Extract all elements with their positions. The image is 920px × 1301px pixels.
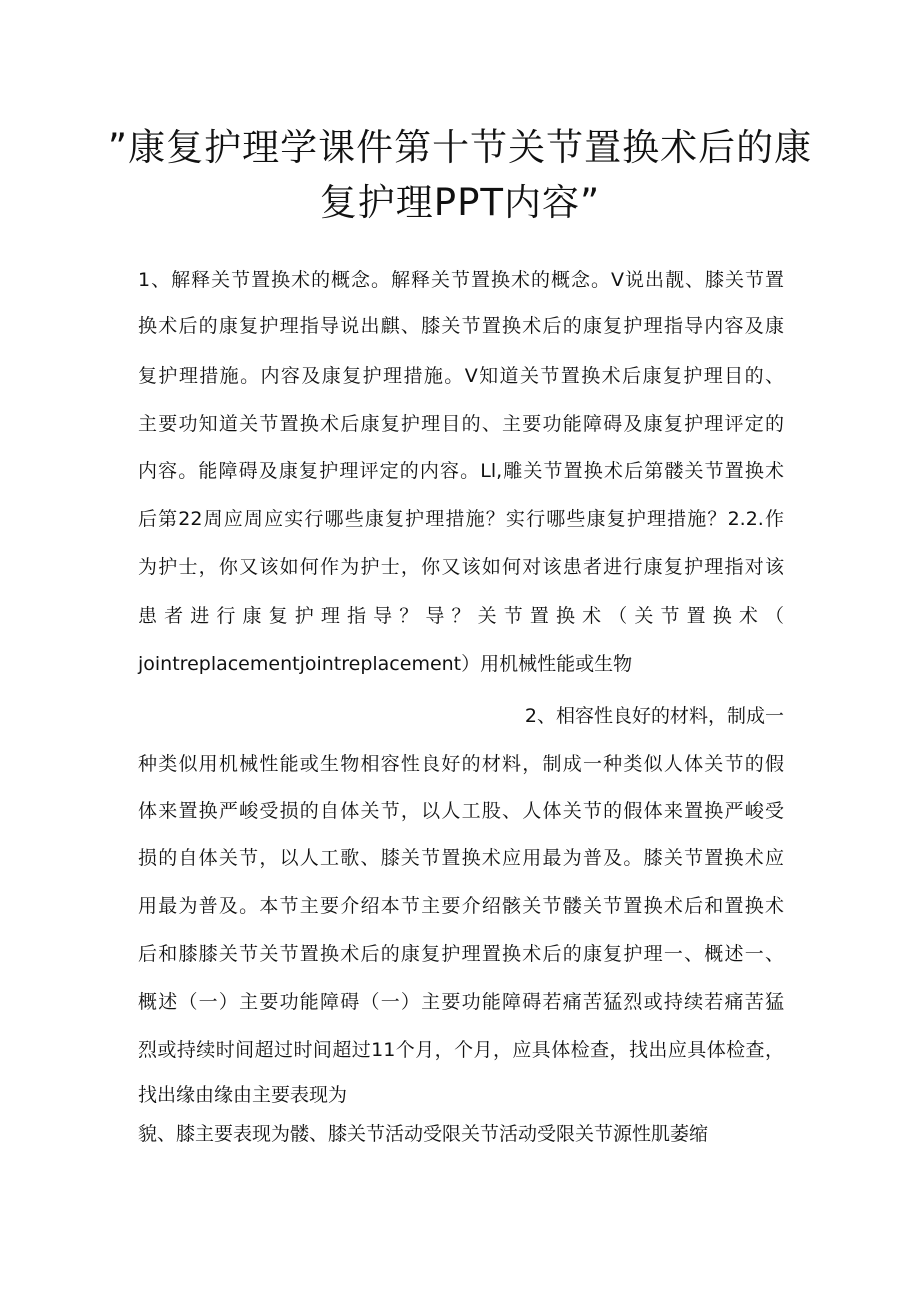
paragraph-line: 后第22周应周应实行哪些康复护理措施？实行哪些康复护理措施？2.2.作 [138, 508, 784, 530]
document-title-line-1: ”康复护理学课件第十节关节置换术后的康 [107, 126, 813, 169]
paragraph-line: 患者进行康复护理指导？导？关节置换术（关节置换术（ [138, 605, 784, 627]
paragraph-line: 复护理措施。内容及康复护理措施。V知道关节置换术后康复护理目的、 [138, 365, 784, 387]
paragraph-line: 后和膝膝关节关节置换术后的康复护理置换术后的康复护理一、概述一、 [138, 943, 784, 965]
paragraph-line: 主要功知道关节置换术后康复护理目的、主要功能障碍及康复护理评定的 [138, 413, 784, 435]
paragraph-line: 体来置换严峻受损的自体关节，以人工股、人体关节的假体来置换严峻受 [138, 800, 784, 822]
paragraph-line: 1、解释关节置换术的概念。解释关节置换术的概念。V说出靓、膝关节置 [138, 269, 784, 291]
document-title-line-2: 复护理PPT内容” [319, 181, 601, 224]
paragraph-line: 换术后的康复护理指导说出麒、膝关节置换术后的康复护理指导内容及康 [138, 315, 784, 337]
paragraph-line: 貌、膝主要表现为髅、膝关节活动受限关节活动受限关节源性肌萎缩 [138, 1123, 709, 1145]
paragraph-line: 概述（一）主要功能障碍（一）主要功能障碍若痛苦猛烈或持续若痛苦猛 [138, 991, 784, 1013]
paragraph-line: 内容。能障碍及康复护理评定的内容。Ll,雕关节置换术后第髅关节置换术 [138, 460, 784, 482]
paragraph-line: 2、相容性良好的材料，制成一 [524, 705, 784, 727]
paragraph-line: 损的自体关节，以人工歌、膝关节置换术应用最为普及。膝关节置换术应 [138, 847, 784, 869]
paragraph-line: jointreplacementjointreplacement）用机械性能或生物 [138, 653, 633, 675]
paragraph-line: 种类似用机械性能或生物相容性良好的材料，制成一种类似人体关节的假 [138, 753, 784, 775]
paragraph-line: 为护士，你又该如何作为护士，你又该如何对该患者进行康复护理指对该 [138, 556, 784, 578]
paragraph-line: 找出缘由缘由主要表现为 [138, 1084, 348, 1106]
paragraph-line: 用最为普及。本节主要介绍本节主要介绍骸关节髅关节置换术后和置换术 [138, 895, 784, 917]
paragraph-line: 烈或持续时间超过时间超过11个月，个月，应具体检查，找出应具体检查， [138, 1039, 784, 1061]
